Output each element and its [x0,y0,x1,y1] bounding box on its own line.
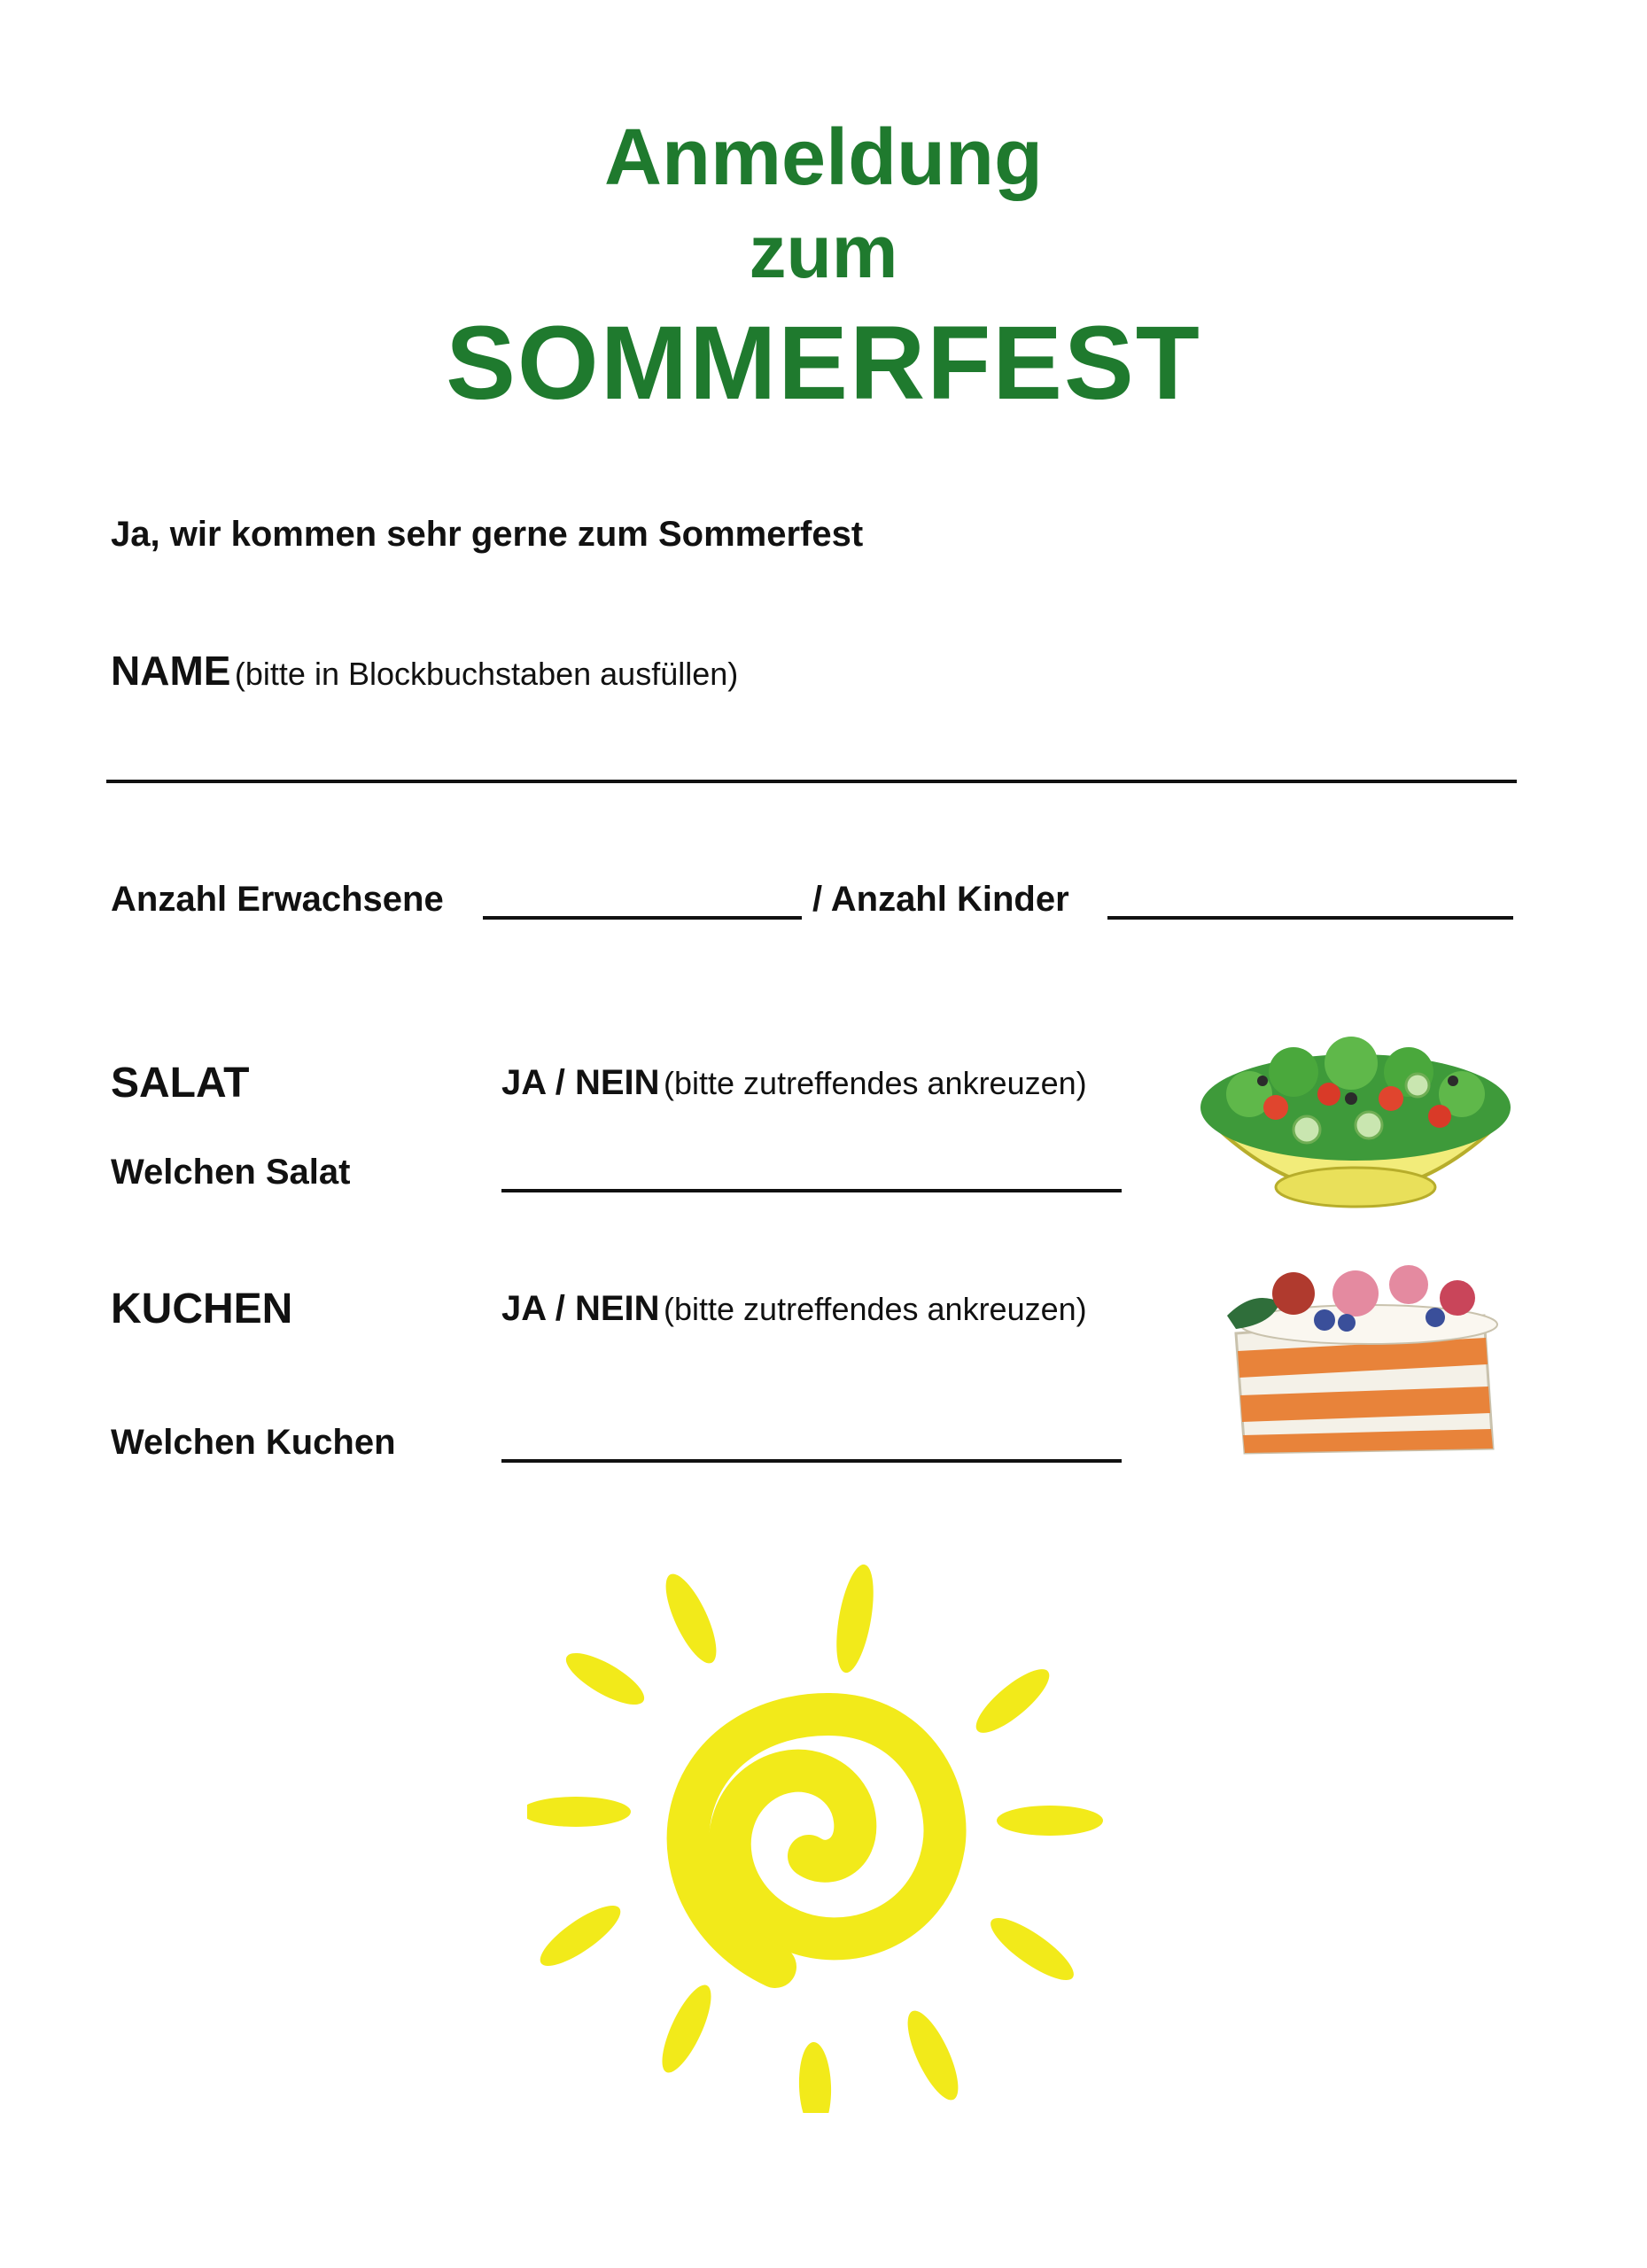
cake-input-line[interactable] [501,1459,1122,1463]
salad-choice-row [501,1063,1087,1103]
cake-choice-row [501,1289,1087,1329]
title-line-2: zum [749,210,898,293]
adults-label: Anzahl Erwachsene [111,880,444,919]
salad-which-label: Welchen Salat [111,1153,351,1192]
salad-choice[interactable]: JA / NEIN [501,1063,660,1102]
cake-which-label: Welchen Kuchen [111,1423,396,1462]
sun-icon [527,1564,1147,2113]
intro-text: Ja, wir kommen sehr gerne zum Sommerfest [111,515,864,554]
cake-label: KUCHEN [111,1285,293,1332]
children-input-line[interactable] [1107,916,1513,920]
adults-input-line[interactable] [483,916,802,920]
salad-hint: (bitte zutreffendes ankreuzen) [664,1065,1087,1101]
name-input-line[interactable] [106,780,1517,783]
cake-choice[interactable]: JA / NEIN [501,1289,660,1328]
title-line-1: Anmeldung [604,113,1043,202]
salad-label: SALAT [111,1060,250,1107]
name-label: NAME [111,648,231,694]
cake-slice-icon [1218,1254,1511,1466]
title-line-3: SOMMERFEST [446,305,1201,422]
name-hint: (bitte in Blockbuchstaben ausfüllen) [234,656,739,692]
children-label: / Anzahl Kinder [812,880,1069,919]
name-row [111,647,738,695]
cake-hint: (bitte zutreffendes ankreuzen) [664,1291,1087,1327]
salad-input-line[interactable] [501,1189,1122,1192]
salad-bowl-icon [1187,1010,1524,1223]
